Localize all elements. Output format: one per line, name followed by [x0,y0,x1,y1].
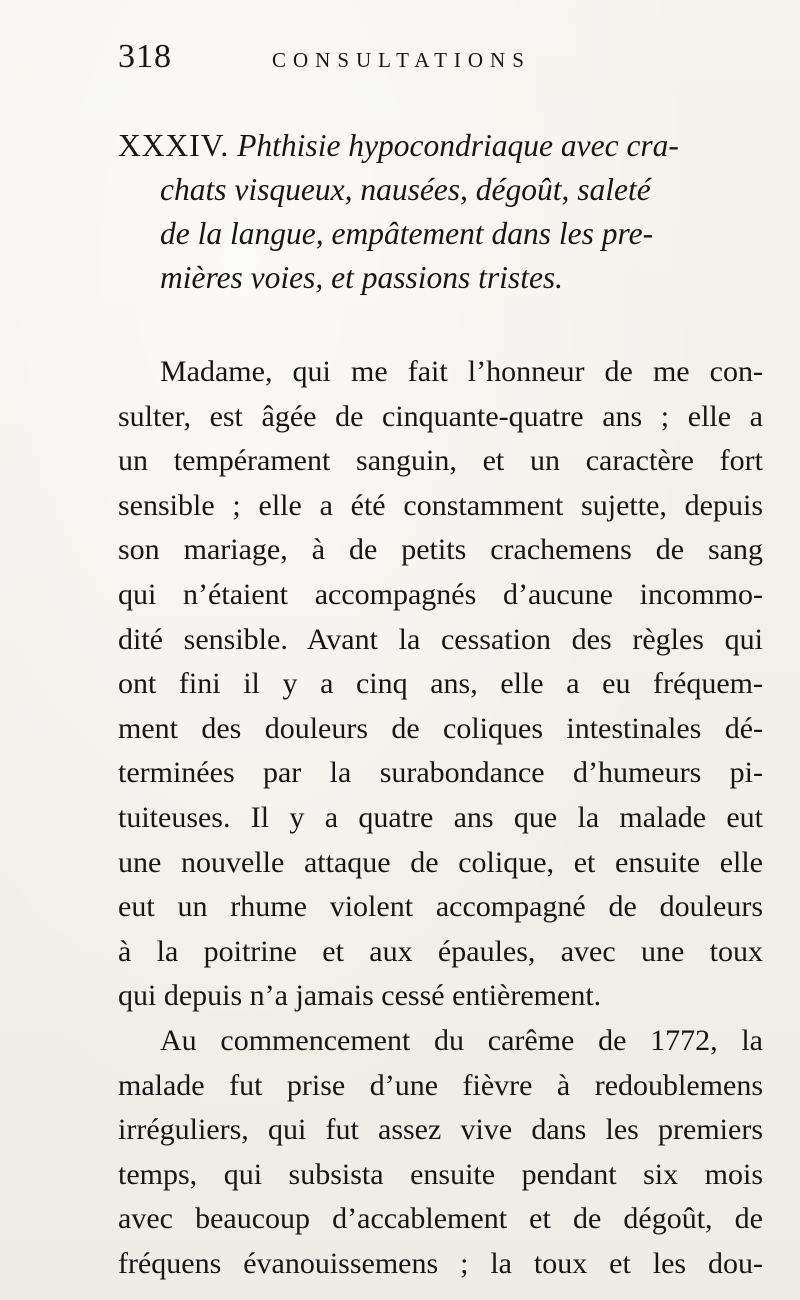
text-line: fréquens évanouissemens ; la toux et les dou- [118,1246,763,1280]
text-line: Au commencement du carême de 1772, la [160,1023,763,1057]
text-line: Madame, qui me fait l’honneur de me con- [160,355,763,388]
body-text [118,350,763,1286]
text-line: son mariage, à de petits crachemens de sang [118,533,763,567]
paragraph [118,1019,763,1287]
title-text: Phthisie hypocondriaque avec cra- [237,128,679,163]
text-line: à la poitrine et aux épaules, avec une toux [118,934,763,968]
text-line: une nouvelle attaque de colique, et ensuite elle [118,845,763,879]
page-header [118,38,760,78]
title-line: de la langue, empâtement dans les pre- [160,216,654,251]
text-line: dité sensible. Avant la cessation des règles qui [118,622,763,656]
text-line: qui depuis n’a jamais cessé entièrement. [118,979,602,1013]
text-line: avec beaucoup d’accablement et de dégoût, de [118,1202,763,1236]
text-line: sulter, est âgée de cinquante-quatre ans ; elle a [118,399,763,433]
text-line: sensible ; elle a été constamment sujette, depuis [118,488,763,522]
text-line: irréguliers, qui fut assez vive dans les premiers [118,1113,763,1147]
text-line: eut un rhume violent accompagné de douleurs [118,890,763,924]
text-line: tuiteuses. Il y a quatre ans que la malade eut [118,800,763,834]
text-line: ont fini il y a cinq ans, elle a eu fréquem- [118,667,763,701]
consultation-title [118,124,768,300]
text-line: temps, qui subsista ensuite pendant six mois [118,1157,763,1191]
page-number: 318 [118,38,172,75]
title-line: mières voies, et passions tristes. [160,260,564,295]
running-head: CONSULTATIONS [272,48,531,72]
text-line: qui n’étaient accompagnés d’aucune incommo- [118,577,763,611]
title-number: XXXIV. [118,128,230,163]
text-line: terminées par la surabondance d’humeurs pi- [118,756,763,790]
title-line [118,124,768,168]
text-line: un tempérament sanguin, et un caractère fort [118,444,763,478]
paragraph [118,350,763,1019]
text-line: ment des douleurs de coliques intestinales dé- [118,711,763,745]
text-line: malade fut prise d’une fièvre à redoublemens [118,1068,763,1102]
title-line: chats visqueux, nausées, dégoût, saleté [160,172,651,207]
